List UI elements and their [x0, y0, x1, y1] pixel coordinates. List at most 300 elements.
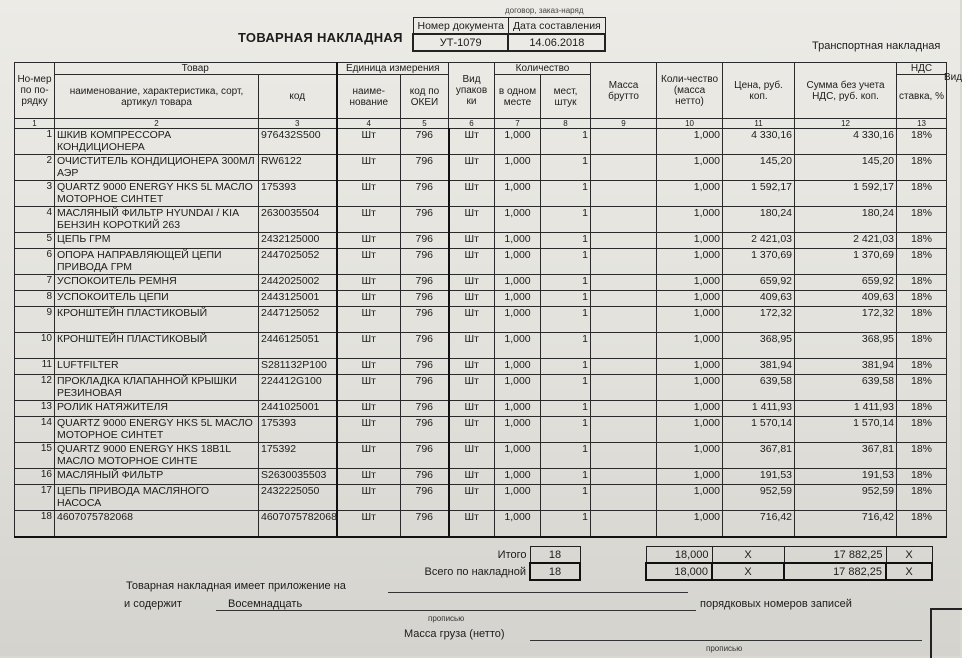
item-sum: 145,20	[795, 155, 897, 181]
item-sum: 659,92	[795, 275, 897, 291]
col-net-qty: Коли-чество (масса нетто)	[657, 63, 723, 119]
vat-rate: 18%	[897, 249, 947, 275]
pack-kind: Шт	[449, 375, 495, 401]
row-number: 1	[15, 129, 55, 155]
qty-in-one: 1,000	[495, 129, 541, 155]
row-number: 8	[15, 291, 55, 307]
gross-mass	[591, 249, 657, 275]
vat-rate: 18%	[897, 233, 947, 249]
item-sum: 1 592,17	[795, 181, 897, 207]
unit-okei: 796	[401, 485, 449, 511]
pack-kind: Шт	[449, 207, 495, 233]
pack-kind: Шт	[449, 275, 495, 291]
vat-rate: 18%	[897, 375, 947, 401]
itogo-price: X	[712, 547, 784, 564]
item-code: 2443125001	[259, 291, 337, 307]
vat-rate: 18%	[897, 469, 947, 485]
row-number: 6	[15, 249, 55, 275]
vat-rate: 18%	[897, 275, 947, 291]
col-sum-no-vat: Сумма без учета НДС, руб. коп.	[795, 63, 897, 119]
unit-name: Шт	[337, 333, 401, 359]
item-sum: 1 370,69	[795, 249, 897, 275]
table-row	[15, 207, 947, 233]
unit-name: Шт	[337, 291, 401, 307]
qty-in-one: 1,000	[495, 401, 541, 417]
row-number: 11	[15, 359, 55, 375]
net-qty: 1,000	[657, 443, 723, 469]
contains-label: и содержит	[124, 598, 182, 610]
pack-kind: Шт	[449, 181, 495, 207]
table-row	[15, 359, 947, 375]
table-row	[15, 307, 947, 333]
goods-rows	[15, 129, 947, 537]
unit-okei: 796	[401, 275, 449, 291]
gross-mass	[591, 469, 657, 485]
column-number: 7	[495, 119, 541, 129]
unit-name: Шт	[337, 275, 401, 291]
qty-places: 1	[541, 307, 591, 333]
net-qty: 1,000	[657, 333, 723, 359]
qty-in-one: 1,000	[495, 485, 541, 511]
item-price: 191,53	[723, 469, 795, 485]
table-row	[15, 401, 947, 417]
qty-places: 1	[541, 129, 591, 155]
column-number: 5	[401, 119, 449, 129]
net-qty: 1,000	[657, 249, 723, 275]
row-number: 13	[15, 401, 55, 417]
doc-date: 14.06.2018	[508, 34, 605, 51]
qty-in-one: 1,000	[495, 291, 541, 307]
table-row	[15, 469, 947, 485]
unit-okei: 796	[401, 207, 449, 233]
gross-mass	[591, 233, 657, 249]
vat-rate: 18%	[897, 291, 947, 307]
item-code: S281132P100	[259, 359, 337, 375]
gross-mass	[591, 485, 657, 511]
net-qty: 1,000	[657, 375, 723, 401]
row-number: 7	[15, 275, 55, 291]
row-number: 3	[15, 181, 55, 207]
vid-label: Вид	[944, 72, 962, 83]
item-sum: 952,59	[795, 485, 897, 511]
qty-places: 1	[541, 485, 591, 511]
gross-mass	[591, 359, 657, 375]
net-qty: 1,000	[657, 511, 723, 537]
col-unit-okei: код по ОКЕИ	[401, 75, 449, 119]
vat-rate: 18%	[897, 307, 947, 333]
unit-okei: 796	[401, 233, 449, 249]
row-number: 15	[15, 443, 55, 469]
item-code: 2630035504	[259, 207, 337, 233]
unit-okei: 796	[401, 401, 449, 417]
item-price: 145,20	[723, 155, 795, 181]
net-mass-label: Масса груза (нетто)	[404, 628, 505, 640]
col-pack-kind: Вид упаков ки	[449, 63, 495, 119]
table-row	[15, 275, 947, 291]
col-vat: НДС	[897, 63, 947, 75]
item-name: МАСЛЯНЫЙ ФИЛЬТР	[55, 469, 259, 485]
pack-kind: Шт	[449, 359, 495, 375]
unit-okei: 796	[401, 469, 449, 485]
item-code: 976432S500	[259, 129, 337, 155]
qty-places: 1	[541, 401, 591, 417]
qty-places: 1	[541, 469, 591, 485]
totals-row-itogo	[340, 547, 932, 564]
total-net: 18,000	[646, 563, 712, 580]
pack-kind: Шт	[449, 485, 495, 511]
item-name: QUARTZ 9000 ENERGY HKS 5L МАСЛО МОТОРНОЕ СИНТЕТ	[55, 417, 259, 443]
unit-okei: 796	[401, 155, 449, 181]
table-row	[15, 511, 947, 537]
item-name: QUARTZ 9000 ENERGY HKS 18B1L МАСЛО МОТОРНОЕ СИНТЕ	[55, 443, 259, 469]
column-numbers-row	[15, 119, 947, 129]
gross-mass	[591, 207, 657, 233]
goods-table	[14, 62, 947, 538]
pack-kind: Шт	[449, 307, 495, 333]
row-number: 4	[15, 207, 55, 233]
unit-okei: 796	[401, 359, 449, 375]
net-qty: 1,000	[657, 181, 723, 207]
column-number: 13	[897, 119, 947, 129]
unit-name: Шт	[337, 443, 401, 469]
net-qty: 1,000	[657, 417, 723, 443]
column-number: 1	[15, 119, 55, 129]
net-qty: 1,000	[657, 469, 723, 485]
col-quantity: Количество	[495, 63, 591, 75]
itogo-sum: 17 882,25	[784, 547, 886, 564]
vat-rate: 18%	[897, 359, 947, 375]
qty-places: 1	[541, 511, 591, 537]
row-number: 17	[15, 485, 55, 511]
table-row	[15, 333, 947, 359]
pack-kind: Шт	[449, 155, 495, 181]
document-number-box	[412, 17, 606, 52]
doc-number-label: Номер документа	[413, 18, 508, 35]
gross-mass	[591, 275, 657, 291]
item-sum: 368,95	[795, 333, 897, 359]
qty-places: 1	[541, 333, 591, 359]
qty-places: 1	[541, 155, 591, 181]
item-code: 2446125051	[259, 333, 337, 359]
column-number: 4	[337, 119, 401, 129]
column-number: 8	[541, 119, 591, 129]
item-code: 2447025052	[259, 249, 337, 275]
pack-kind: Шт	[449, 333, 495, 359]
qty-in-one: 1,000	[495, 307, 541, 333]
totals-row-all	[340, 563, 932, 580]
qty-in-one: 1,000	[495, 207, 541, 233]
col-qty-in-one: в одном месте	[495, 75, 541, 119]
unit-name: Шт	[337, 469, 401, 485]
item-price: 4 330,16	[723, 129, 795, 155]
qty-places: 1	[541, 375, 591, 401]
net-qty: 1,000	[657, 291, 723, 307]
vat-rate: 18%	[897, 401, 947, 417]
table-row	[15, 233, 947, 249]
pack-kind: Шт	[449, 469, 495, 485]
unit-okei: 796	[401, 443, 449, 469]
document-title: ТОВАРНАЯ НАКЛАДНАЯ	[238, 30, 403, 45]
item-code: 4607075782068	[259, 511, 337, 537]
item-sum: 716,42	[795, 511, 897, 537]
unit-name: Шт	[337, 511, 401, 537]
contains-value: Восемнадцать	[228, 598, 303, 610]
gross-mass	[591, 511, 657, 537]
qty-in-one: 1,000	[495, 249, 541, 275]
transport-invoice-label: Транспортная накладная	[812, 40, 941, 52]
qty-places: 1	[541, 181, 591, 207]
item-price: 368,95	[723, 333, 795, 359]
table-row	[15, 129, 947, 155]
column-number: 10	[657, 119, 723, 129]
net-qty: 1,000	[657, 307, 723, 333]
qty-in-one: 1,000	[495, 181, 541, 207]
item-name: КРОНШТЕЙН ПЛАСТИКОВЫЙ	[55, 307, 259, 333]
unit-name: Шт	[337, 155, 401, 181]
item-sum: 367,81	[795, 443, 897, 469]
gross-mass	[591, 129, 657, 155]
item-name: QUARTZ 9000 ENERGY HKS 5L МАСЛО МОТОРНОЕ СИНТЕТ	[55, 181, 259, 207]
vat-rate: 18%	[897, 181, 947, 207]
qty-in-one: 1,000	[495, 443, 541, 469]
doc-number: УТ-1079	[413, 34, 508, 51]
totals-table	[340, 546, 933, 581]
pack-kind: Шт	[449, 511, 495, 537]
item-code: 2447125052	[259, 307, 337, 333]
propisyu-note-2: прописью	[706, 644, 743, 653]
item-code: S2630035503	[259, 469, 337, 485]
gross-mass	[591, 333, 657, 359]
item-code: 2441025001	[259, 401, 337, 417]
col-price: Цена, руб. коп.	[723, 63, 795, 119]
col-unit: Единица измерения	[337, 63, 449, 75]
item-name: ЦЕПЬ ГРМ	[55, 233, 259, 249]
item-name: 4607075782068	[55, 511, 259, 537]
col-vat-rate: ставка, %	[897, 75, 947, 119]
itogo-places: 18	[530, 547, 580, 564]
net-qty: 1,000	[657, 233, 723, 249]
total-places: 18	[530, 563, 580, 580]
net-qty: 1,000	[657, 401, 723, 417]
unit-name: Шт	[337, 359, 401, 375]
vat-rate: 18%	[897, 129, 947, 155]
item-price: 1 411,93	[723, 401, 795, 417]
item-sum: 4 330,16	[795, 129, 897, 155]
appendix-line	[388, 592, 688, 593]
item-name: УСПОКОИТЕЛЬ РЕМНЯ	[55, 275, 259, 291]
unit-name: Шт	[337, 233, 401, 249]
unit-name: Шт	[337, 307, 401, 333]
row-number: 10	[15, 333, 55, 359]
gross-mass	[591, 291, 657, 307]
qty-places: 1	[541, 207, 591, 233]
item-price: 659,92	[723, 275, 795, 291]
qty-in-one: 1,000	[495, 155, 541, 181]
unit-okei: 796	[401, 333, 449, 359]
item-sum: 1 570,14	[795, 417, 897, 443]
unit-okei: 796	[401, 181, 449, 207]
item-price: 639,58	[723, 375, 795, 401]
item-sum: 172,32	[795, 307, 897, 333]
item-name: РОЛИК НАТЯЖИТЕЛЯ	[55, 401, 259, 417]
net-qty: 1,000	[657, 155, 723, 181]
unit-okei: 796	[401, 375, 449, 401]
qty-places: 1	[541, 275, 591, 291]
column-number: 11	[723, 119, 795, 129]
unit-name: Шт	[337, 181, 401, 207]
table-row	[15, 249, 947, 275]
item-sum: 191,53	[795, 469, 897, 485]
pack-kind: Шт	[449, 417, 495, 443]
table-row	[15, 375, 947, 401]
item-price: 172,32	[723, 307, 795, 333]
column-number: 3	[259, 119, 337, 129]
item-code: 2432225050	[259, 485, 337, 511]
unit-name: Шт	[337, 375, 401, 401]
vat-rate: 18%	[897, 511, 947, 537]
pack-kind: Шт	[449, 443, 495, 469]
net-qty: 1,000	[657, 359, 723, 375]
item-code: 2432125000	[259, 233, 337, 249]
vat-rate: 18%	[897, 207, 947, 233]
total-label: Всего по накладной	[424, 565, 526, 578]
item-sum: 639,58	[795, 375, 897, 401]
unit-name: Шт	[337, 485, 401, 511]
gross-mass	[591, 181, 657, 207]
itogo-net: 18,000	[646, 547, 712, 564]
col-goods: Товар	[55, 63, 337, 75]
unit-name: Шт	[337, 249, 401, 275]
appendix-text: Товарная накладная имеет приложение на	[126, 580, 346, 592]
vat-rate: 18%	[897, 333, 947, 359]
col-qty-places: мест, штук	[541, 75, 591, 119]
itogo-label: Итого	[497, 548, 527, 561]
item-name: ЦЕПЬ ПРИВОДА МАСЛЯНОГО НАСОСА	[55, 485, 259, 511]
item-name: УСПОКОИТЕЛЬ ЦЕПИ	[55, 291, 259, 307]
qty-places: 1	[541, 417, 591, 443]
vat-rate: 18%	[897, 417, 947, 443]
unit-name: Шт	[337, 129, 401, 155]
item-sum: 381,94	[795, 359, 897, 375]
qty-in-one: 1,000	[495, 417, 541, 443]
pack-kind: Шт	[449, 249, 495, 275]
table-row	[15, 181, 947, 207]
qty-places: 1	[541, 443, 591, 469]
vat-rate: 18%	[897, 155, 947, 181]
qty-places: 1	[541, 291, 591, 307]
item-price: 381,94	[723, 359, 795, 375]
unit-okei: 796	[401, 511, 449, 537]
unit-okei: 796	[401, 249, 449, 275]
doc-date-label: Дата составления	[508, 18, 605, 35]
qty-places: 1	[541, 249, 591, 275]
vat-rate: 18%	[897, 443, 947, 469]
gross-mass	[591, 443, 657, 469]
qty-places: 1	[541, 233, 591, 249]
column-number: 6	[449, 119, 495, 129]
item-name: ПРОКЛАДКА КЛАПАННОЙ КРЫШКИ РЕЗИНОВАЯ	[55, 375, 259, 401]
unit-okei: 796	[401, 291, 449, 307]
records-text: порядковых номеров записей	[700, 598, 852, 610]
table-row	[15, 443, 947, 469]
item-name: КРОНШТЕЙН ПЛАСТИКОВЫЙ	[55, 333, 259, 359]
unit-name: Шт	[337, 417, 401, 443]
col-goods-code: код	[259, 75, 337, 119]
vat-rate: 18%	[897, 485, 947, 511]
qty-in-one: 1,000	[495, 333, 541, 359]
item-code: 175393	[259, 417, 337, 443]
unit-name: Шт	[337, 207, 401, 233]
qty-in-one: 1,000	[495, 275, 541, 291]
qty-in-one: 1,000	[495, 469, 541, 485]
item-sum: 409,63	[795, 291, 897, 307]
propisyu-note: прописью	[428, 614, 465, 623]
total-price: X	[712, 563, 784, 580]
column-number: 2	[55, 119, 259, 129]
item-name: ШКИВ КОМПРЕССОРА КОНДИЦИОНЕРА	[55, 129, 259, 155]
qty-in-one: 1,000	[495, 375, 541, 401]
qty-in-one: 1,000	[495, 511, 541, 537]
item-code: 2442025002	[259, 275, 337, 291]
column-number: 9	[591, 119, 657, 129]
row-number: 18	[15, 511, 55, 537]
col-unit-name: наиме-нование	[337, 75, 401, 119]
qty-in-one: 1,000	[495, 359, 541, 375]
item-sum: 2 421,03	[795, 233, 897, 249]
qty-places: 1	[541, 359, 591, 375]
row-number: 12	[15, 375, 55, 401]
contract-note: договор, заказ-наряд	[505, 6, 584, 15]
pack-kind: Шт	[449, 401, 495, 417]
total-vat: X	[886, 563, 932, 580]
pack-kind: Шт	[449, 233, 495, 249]
total-sum: 17 882,25	[784, 563, 886, 580]
item-price: 952,59	[723, 485, 795, 511]
qty-in-one: 1,000	[495, 233, 541, 249]
net-mass-line	[530, 640, 922, 641]
item-name: МАСЛЯНЫЙ ФИЛЬТР HYUNDAI / KIA БЕНЗИН КОРОТКИЙ 263	[55, 207, 259, 233]
pack-kind: Шт	[449, 291, 495, 307]
row-number: 5	[15, 233, 55, 249]
pack-kind: Шт	[449, 129, 495, 155]
item-name: ОЧИСТИТЕЛЬ КОНДИЦИОНЕРА 300МЛ АЭР	[55, 155, 259, 181]
col-gross-mass: Масса брутто	[591, 63, 657, 119]
row-number: 2	[15, 155, 55, 181]
net-qty: 1,000	[657, 129, 723, 155]
gross-mass	[591, 307, 657, 333]
unit-okei: 796	[401, 129, 449, 155]
item-code: 175392	[259, 443, 337, 469]
row-number: 14	[15, 417, 55, 443]
table-row	[15, 485, 947, 511]
item-price: 409,63	[723, 291, 795, 307]
item-name: ОПОРА НАПРАВЛЯЮЩЕЙ ЦЕПИ ПРИВОДА ГРМ	[55, 249, 259, 275]
item-sum: 180,24	[795, 207, 897, 233]
col-row-no: Но-мер по по-рядку	[15, 63, 55, 119]
item-price: 1 592,17	[723, 181, 795, 207]
gross-mass	[591, 375, 657, 401]
item-price: 1 370,69	[723, 249, 795, 275]
column-number: 12	[795, 119, 897, 129]
itogo-vat: X	[886, 547, 932, 564]
col-goods-name: наименование, характеристика, сорт, артикул товара	[55, 75, 259, 119]
item-code: 175393	[259, 181, 337, 207]
item-name: LUFTFILTER	[55, 359, 259, 375]
table-row	[15, 155, 947, 181]
unit-okei: 796	[401, 417, 449, 443]
gross-mass	[591, 401, 657, 417]
table-row	[15, 417, 947, 443]
